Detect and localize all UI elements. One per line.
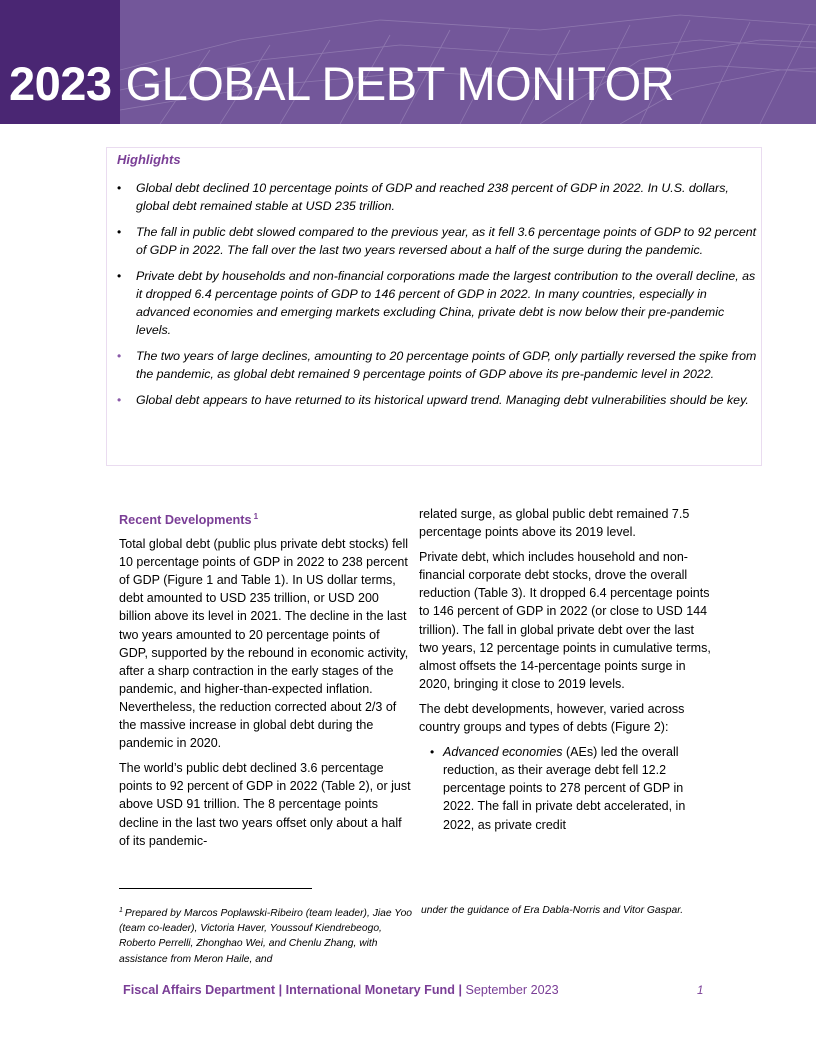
highlight-item: • The two years of large declines, amounting to 20 percentage points of GDP, only partially reversed the spike from the pandemic, as global debt remained 9 percentage points of GDP above its pre-pandemic level in 2022.: [117, 349, 757, 381]
report-name: GLOBAL DEBT MONITOR: [125, 57, 675, 110]
footnote-left: $^1$ Prepared by Marcos Poplawski-Ribeiro (team leader), Jiae Yoo (team co-leader), Victoria Haver, Youssouf Kiendrebeogo, Roberto Perrelli, Zhonghao Wei, and Chenlu Zhang, with assistance from Meron Haile, and: [119, 907, 413, 965]
footnote-divider: [119, 888, 312, 889]
body-column-left: [119, 505, 411, 857]
highlight-item: • Global debt appears to have returned to its historical upward trend. Managing debt vulnerabilities should be key.: [117, 393, 749, 407]
section-heading: Recent Developments $^1$: [119, 512, 259, 527]
highlight-item: • Global debt declined 10 percentage points of GDP and reached 238 percent of GDP in 2022. In U.S. dollars, global debt remained stable at USD 235 trillion.: [117, 181, 729, 213]
footnote-marker[interactable]: 1: [253, 512, 259, 521]
footer-org: Fiscal Affairs Department | International Monetary Fund |: [123, 983, 462, 997]
body-paragraph: related surge, as global public debt remained 7.5 percentage points above its 2019 level.: [419, 507, 690, 540]
bullet-icon: •: [117, 269, 122, 283]
page-number: 1: [697, 985, 704, 997]
highlight-item: • Private debt by households and non-financial corporations made the largest contribution to the overall decline, as it dropped 6.4 percentage points of GDP to 146 percent of GDP in 2022. In many countries, especially in advanced economies and emerging markets excluding China, private debt is now below their pre-pandemic levels.: [117, 269, 756, 337]
body-paragraph: Total global debt (public plus private debt stocks) fell 10 percentage points of GDP in 2022 to 238 percent of GDP (Figure 1 and Table 1). In US dollar terms, debt amounted to USD 235 trillion, or USD 200 billion above its level in 2021. The decline in the last two years amounted to 20 percentage points of GDP, supported by the rebound in economic activity, after a sharp contraction in the early stages of the pandemic, and higher-than-expected inflation. Nevertheless, the reduction corrected about 2/3 of the massive increase in global debt during the pandemic in 2020.: [119, 537, 409, 751]
highlights-list: [107, 179, 757, 417]
list-item: • Advanced economies (AEs) led the overall reduction, as their average debt fell 12.2 percentage points to 278 percent of GDP in 2022. The fall in private debt accelerated, in 2022, as private credit: [430, 745, 686, 832]
body-paragraph: The debt developments, however, varied across country groups and types of debts (Figure 2):: [419, 701, 685, 735]
page-footer: [123, 983, 559, 997]
footnote-right: under the guidance of Era Dabla-Norris and Vitor Gaspar.: [421, 905, 684, 916]
report-banner: [0, 0, 816, 124]
body-paragraph: The world’s public debt declined 3.6 percentage points to 92 percent of GDP in 2022 (Table 2), or just above USD 91 trillion. The 8 percentage points decline in the last two years offset only about a half of its pandemic-: [119, 761, 411, 848]
bullet-icon: •: [117, 225, 122, 239]
highlight-item: • The fall in public debt slowed compared to the previous year, as it fell 3.6 percentage points of GDP to 92 percent of GDP in 2022. The fall over the last two years reversed about a half of the surge during the pandemic.: [117, 225, 757, 257]
footer-date: September 2023: [461, 983, 559, 997]
body-column-right: [419, 505, 715, 834]
highlights-box: [106, 147, 762, 466]
bullet-icon: •: [117, 349, 122, 363]
bullet-icon: •: [117, 393, 122, 407]
highlights-title: Highlights: [117, 152, 181, 167]
body-paragraph: Private debt, which includes household and non-financial corporate debt stocks, drove the overall reduction (Table 3). It dropped 6.4 percentage points to 146 percent of GDP in 2022 (or close to USD 144 trillion). The fall in global private debt over the last two years, 12 percentage points in cumulative terms, almost offsets the 14-percentage points surge in 2020, bringing it close to 2019 levels.: [419, 550, 711, 691]
bullet-icon: •: [117, 181, 122, 195]
report-year: 2023: [9, 57, 112, 110]
bullet-icon: •: [430, 745, 435, 760]
report-title: [9, 58, 674, 110]
footnote-number: 1: [119, 907, 123, 914]
